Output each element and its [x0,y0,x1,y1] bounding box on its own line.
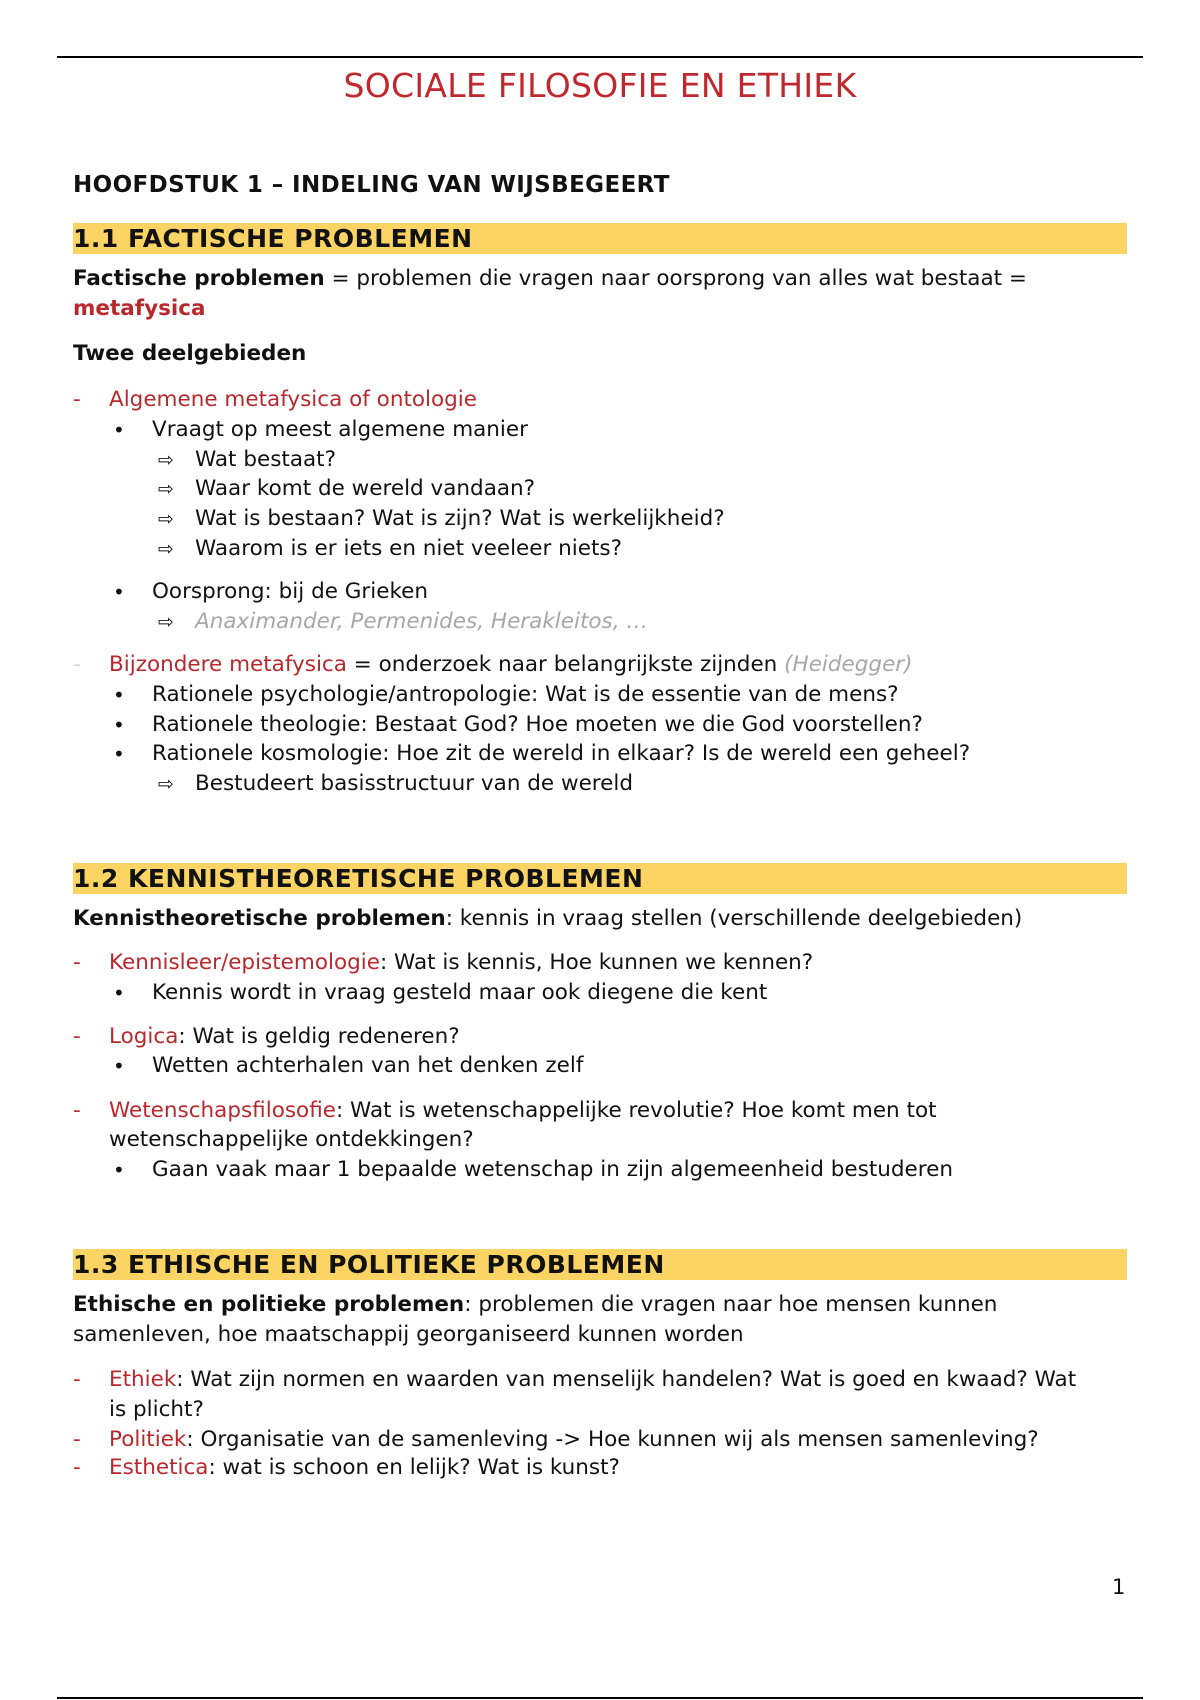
ethische-definition [73,1290,997,1320]
bullet-item: Wetten achterhalen van het denken zelf [152,1053,584,1078]
list-item-note: (Heidegger) [784,652,913,677]
list-item-label: Kennisleer/epistemologie [109,950,380,975]
arrow-item: Wat is bestaan? Wat is zijn? Wat is werkelijkheid? [195,506,725,531]
list-item-text: : Wat is kennis, Hoe kunnen we kennen? [379,950,814,975]
top-rule [57,56,1143,58]
list-item [109,1096,937,1126]
bullet-item: Vraagt op meest algemene manier [152,417,528,442]
bullet-marker: • [113,742,125,766]
list-item-label: Logica [109,1024,179,1049]
bullet-marker: • [113,580,125,604]
arrow-icon: ⇨ [158,478,174,500]
list-item-label: Esthetica [109,1455,209,1480]
bullet-marker: • [113,1158,125,1182]
list-item [109,1425,1039,1455]
list-item-continuation: wetenschappelijke ontdekkingen? [109,1127,474,1152]
arrow-item: Bestudeert basisstructuur van de wereld [195,771,634,796]
definition-text: : problemen die vragen naar hoe mensen kunnen [464,1292,998,1317]
list-item-continuation: is plicht? [109,1397,204,1422]
bullet-marker: • [113,1054,125,1078]
chapter-heading: HOOFDSTUK 1 – INDELING VAN WIJSBEGEERT [73,172,670,198]
list-item-label: Ethiek [109,1367,177,1392]
dash-marker: - [73,387,81,412]
page-number: 1 [1112,1575,1126,1599]
list-item [109,1365,1076,1395]
list-item-text: : wat is schoon en lelijk? Wat is kunst? [208,1455,620,1480]
list-item-text: : Wat is wetenschappelijke revolutie? Hoe komt men tot [335,1098,937,1123]
term: Ethische en politieke problemen [73,1292,465,1317]
list-item-text: = onderzoek naar belangrijkste zijnden [346,652,785,677]
dash-marker: - [73,652,81,677]
arrow-item-names: Anaximander, Permenides, Herakleitos, … [195,609,648,634]
arrow-item: Waar komt de wereld vandaan? [195,476,536,501]
bullet-item: Rationele psychologie/antropologie: Wat is de essentie van de mens? [152,682,899,707]
arrow-icon: ⇨ [158,773,174,795]
bullet-marker: • [113,418,125,442]
bullet-item: Oorsprong: bij de Grieken [152,579,429,604]
list-item-text: : Wat zijn normen en waarden van menselijk handelen? Wat is goed en kwaad? Wat [176,1367,1077,1392]
term: Kennistheoretische problemen [73,906,446,931]
dash-marker: - [73,1367,81,1392]
metafysica-term: metafysica [73,296,206,321]
arrow-icon: ⇨ [158,508,174,530]
list-item-text: : Organisatie van de samenleving -> Hoe kunnen wij als mensen samenleving? [186,1427,1039,1452]
term: Factische problemen [73,266,325,291]
section-heading-1-2: 1.2 KENNISTHEORETISCHE PROBLEMEN [73,863,1127,894]
bullet-item: Rationele kosmologie: Hoe zit de wereld in elkaar? Is de wereld een geheel? [152,741,971,766]
bottom-rule [57,1697,1143,1699]
list-item-text: : Wat is geldig redeneren? [178,1024,460,1049]
bullet-item: Kennis wordt in vraag gesteld maar ook diegene die kent [152,980,768,1005]
factische-definition [73,264,1027,294]
bullet-marker: • [113,981,125,1005]
list-item [109,1453,620,1483]
arrow-icon: ⇨ [158,449,174,471]
bullet-marker: • [113,683,125,707]
bullet-marker: • [113,713,125,737]
dash-marker: - [73,950,81,975]
kennis-definition [73,904,1022,934]
dash-marker: - [73,1455,81,1480]
list-item-bijzondere [109,650,913,680]
arrow-item: Waarom is er iets en niet veeleer niets? [195,536,623,561]
arrow-icon: ⇨ [158,611,174,633]
list-item [109,1022,460,1052]
arrow-icon: ⇨ [158,538,174,560]
list-item [109,948,813,978]
list-item-label: Politiek [109,1427,187,1452]
definition-text: = problemen die vragen naar oorsprong van alles wat bestaat = [324,266,1027,291]
subheading: Twee deelgebieden [73,341,307,366]
bullet-item: Rationele theologie: Bestaat God? Hoe moeten we die God voorstellen? [152,712,923,737]
section-heading-1-1: 1.1 FACTISCHE PROBLEMEN [73,223,1127,254]
dash-marker: - [73,1098,81,1123]
dash-marker: - [73,1024,81,1049]
list-item-label: Wetenschapsfilosofie [109,1098,336,1123]
definition-continuation: samenleven, hoe maatschappij georganiseerd kunnen worden [73,1322,744,1347]
section-heading-1-3: 1.3 ETHISCHE EN POLITIEKE PROBLEMEN [73,1249,1127,1280]
document-title: SOCIALE FILOSOFIE EN ETHIEK [343,66,857,105]
arrow-item: Wat bestaat? [195,447,337,472]
bullet-item: Gaan vaak maar 1 bepaalde wetenschap in zijn algemeenheid bestuderen [152,1157,953,1182]
dash-marker: - [73,1427,81,1452]
definition-text: : kennis in vraag stellen (verschillende deelgebieden) [445,906,1023,931]
list-item-label: Bijzondere metafysica [109,652,347,677]
list-item-label: Algemene metafysica of ontologie [109,387,478,412]
